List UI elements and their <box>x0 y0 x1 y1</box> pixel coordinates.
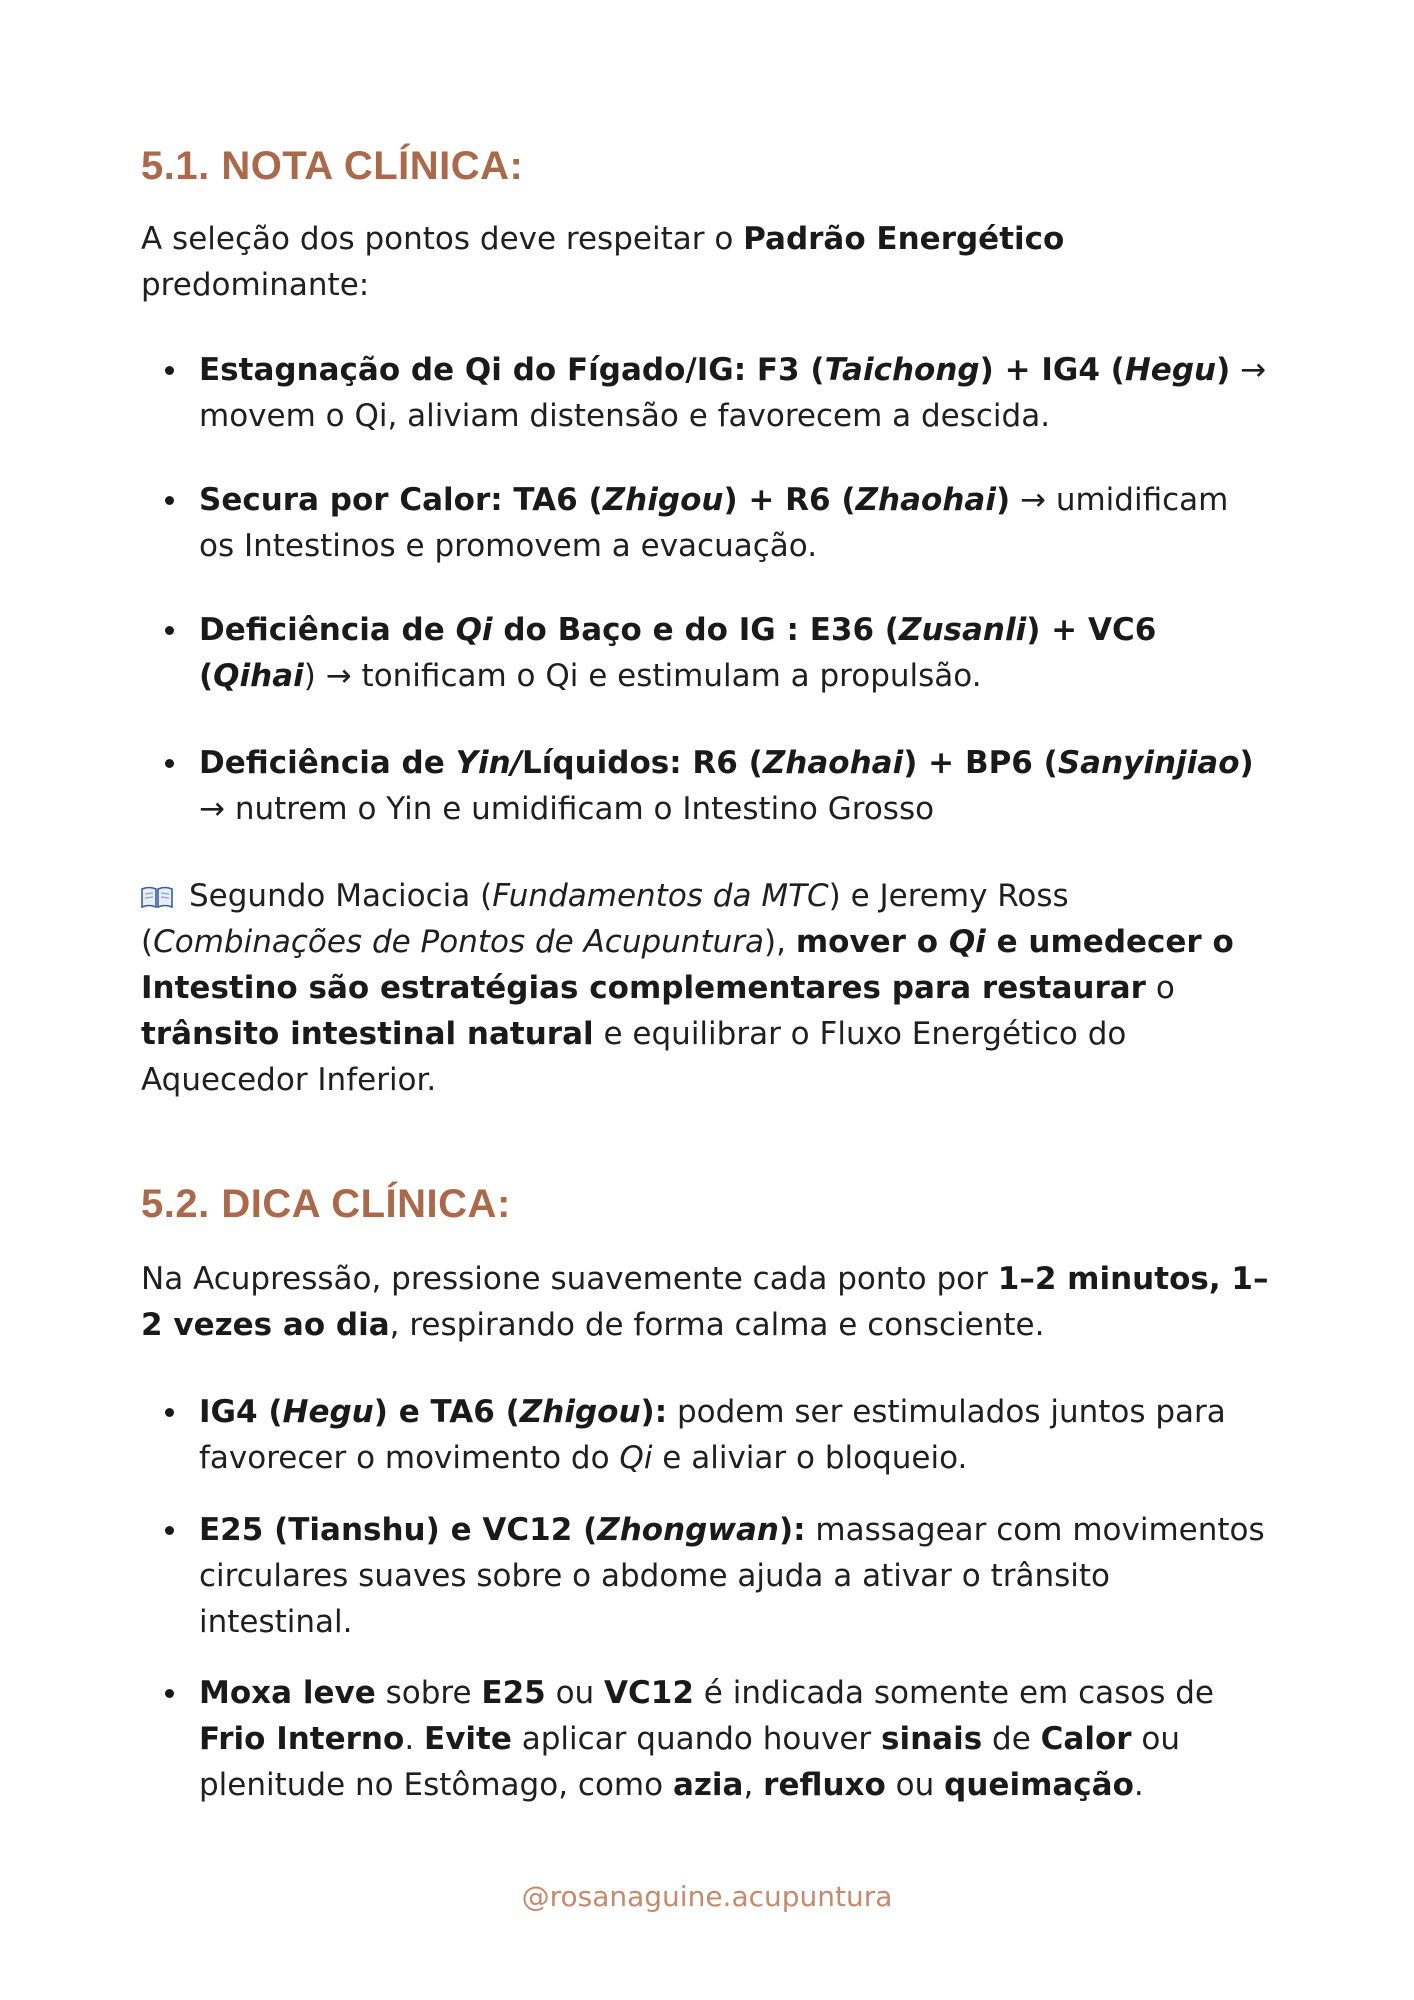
open-book-icon <box>141 886 173 908</box>
section2-intro: Na Acupressão, pressione suavemente cada ponto por 1–2 minutos, 1–2 vezes ao dia, respirando de forma calma e consciente. <box>141 1261 1269 1343</box>
bullet-icon <box>165 1689 174 1698</box>
section1-list <box>141 607 1273 699</box>
section1-list <box>141 347 1273 439</box>
bullet-icon <box>165 626 174 635</box>
bullet-icon <box>165 759 174 768</box>
section-heading-dica-clinica: 5.2. DICA CLÍNICA: <box>141 1182 511 1226</box>
list-item: Moxa leve sobre E25 ou VC12 é indicada somente em casos de Frio Interno. Evite aplicar quando houver sinais de Calor ou plenitude no Estômago, como azia, refluxo ou queimação. <box>141 1670 1273 1808</box>
list-item: E25 (Tianshu) e VC12 (Zhongwan): massagear com movimentos circulares suaves sobre o abdome ajuda a ativar o trânsito intestinal. <box>141 1507 1273 1645</box>
bullet-icon <box>165 496 174 505</box>
list-item: Secura por Calor: TA6 (Zhigou) + R6 (Zhaohai) → umidificam os Intestinos e promovem a evacuação. <box>141 477 1273 569</box>
section2-list <box>141 1670 1273 1808</box>
section2-list <box>141 1507 1273 1645</box>
footer-instagram-handle[interactable]: @rosanaguine.acupuntura <box>521 1880 893 1913</box>
section2-list <box>141 1389 1273 1481</box>
bullet-icon <box>165 1408 174 1417</box>
list-item: IG4 (Hegu) e TA6 (Zhigou): podem ser estimulados juntos para favorecer o movimento do Qi e aliviar o bloqueio. <box>141 1389 1273 1481</box>
section-heading-nota-clinica: 5.1. NOTA CLÍNICA: <box>141 144 524 188</box>
bullet-icon <box>165 366 174 375</box>
section1-list <box>141 740 1273 832</box>
section1-reference-note: Segundo Maciocia (Fundamentos da MTC) e Jeremy Ross (Combinações de Pontos de Acupuntura), mover o Qi e umedecer o Intestino são estratégias complementares para restaurar o trânsito intestinal natural e equilibrar o Fluxo Energético do Aquecedor Inferior. <box>141 878 1234 1098</box>
section1-intro: A seleção dos pontos deve respeitar o Padrão Energético predominante: <box>141 221 1065 303</box>
bullet-icon <box>165 1526 174 1535</box>
list-item: Deficiência de Qi do Baço e do IG : E36 (Zusanli) + VC6 (Qihai) → tonificam o Qi e estimulam a propulsão. <box>141 607 1273 699</box>
section1-list <box>141 477 1273 569</box>
list-item: Estagnação de Qi do Fígado/IG: F3 (Taichong) + IG4 (Hegu) → movem o Qi, aliviam distensão e favorecem a descida. <box>141 347 1273 439</box>
list-item: Deficiência de Yin/Líquidos: R6 (Zhaohai) + BP6 (Sanyinjiao) → nutrem o Yin e umidificam o Intestino Grosso <box>141 740 1273 832</box>
